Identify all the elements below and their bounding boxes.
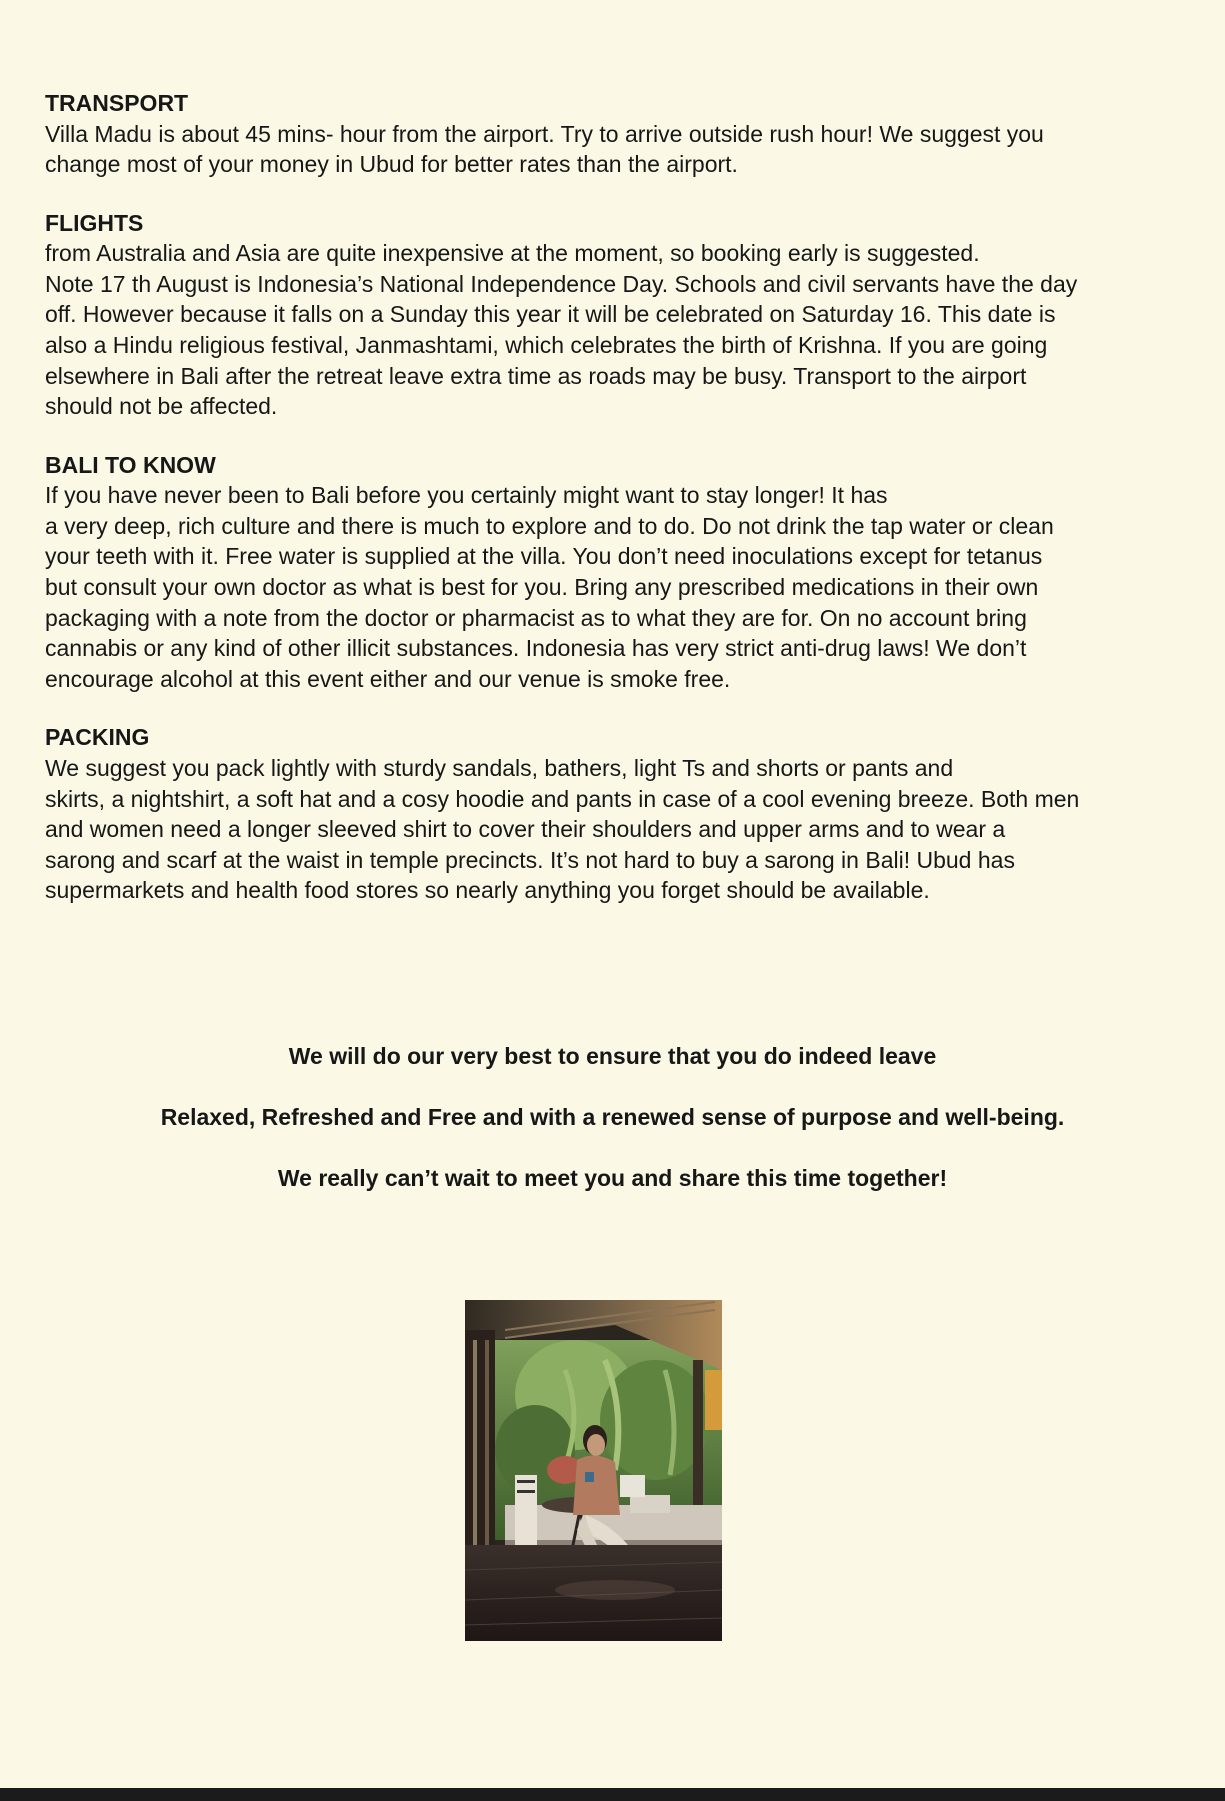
paragraph-line: skirts, a nightshirt, a soft hat and a cosy hoodie and pants in case of a cool evening breeze. Both men xyxy=(45,785,1080,812)
paragraph-line: sarong and scarf at the waist in temple precincts. It’s not hard to buy a sarong in Bali! Ubud has xyxy=(45,846,1015,873)
section-heading-flights: FLIGHTS xyxy=(45,209,144,236)
section-heading-bali-to-know: BALI TO KNOW xyxy=(45,451,216,478)
document-body xyxy=(45,88,1145,934)
closing-message xyxy=(0,1041,1225,1224)
closing-line: We really can’t wait to meet you and share this time together! xyxy=(277,1165,948,1191)
closing-line: We will do our very best to ensure that you do indeed leave xyxy=(288,1043,937,1069)
paragraph-line: If you have never been to Bali before you certainly might want to stay longer! It has xyxy=(45,482,888,509)
paragraph-line: change most of your money in Ubud for better rates than the airport. xyxy=(45,151,738,178)
paragraph-line: packaging with a note from the doctor or pharmacist as to what they are for. On no account bring xyxy=(45,604,1027,631)
paragraph-line: cannabis or any kind of other illicit substances. Indonesia has very strict anti-drug laws! We don’t xyxy=(45,635,1027,662)
paragraph-line: off. However because it falls on a Sunday this year it will be celebrated on Saturday 16. This date is xyxy=(45,301,1056,328)
section-flights xyxy=(45,208,1145,422)
paragraph-line: supermarkets and health food stores so nearly anything you forget should be available. xyxy=(45,877,930,904)
villa-veranda-photo-illustration xyxy=(465,1300,722,1641)
section-packing xyxy=(45,722,1145,905)
paragraph-line: from Australia and Asia are quite inexpensive at the moment, so booking early is suggested. xyxy=(45,240,980,267)
paragraph-line: encourage alcohol at this event either and our venue is smoke free. xyxy=(45,665,731,692)
section-bali-to-know xyxy=(45,450,1145,695)
section-heading-transport: TRANSPORT xyxy=(45,90,189,116)
villa-veranda-photo xyxy=(465,1300,722,1641)
paragraph-line: We suggest you pack lightly with sturdy sandals, bathers, light Ts and shorts or pants and xyxy=(45,754,954,781)
closing-line: Relaxed, Refreshed and Free and with a renewed sense of purpose and well-being. xyxy=(160,1104,1065,1130)
section-paragraph-bali-to-know xyxy=(45,480,1145,694)
paragraph-line: elsewhere in Bali after the retreat leave extra time as roads may be busy. Transport to the airport xyxy=(45,362,1027,389)
paragraph-line: your teeth with it. Free water is supplied at the villa. You don’t need inoculations except for tetanus xyxy=(45,543,1043,570)
paragraph-line: also a Hindu religious festival, Janmashtami, which celebrates the birth of Krishna. If you are going xyxy=(45,331,1048,358)
paragraph-line: Note 17 th August is Indonesia’s National Independence Day. Schools and civil servants have the day xyxy=(45,270,1078,297)
paragraph-line: a very deep, rich culture and there is much to explore and to do. Do not drink the tap water or clean xyxy=(45,512,1054,539)
section-paragraph-flights xyxy=(45,238,1145,422)
paragraph-line: Villa Madu is about 45 mins- hour from the airport. Try to arrive outside rush hour! We suggest you xyxy=(45,120,1044,147)
paragraph-line: should not be affected. xyxy=(45,393,278,420)
section-transport xyxy=(45,88,1145,180)
section-paragraph-transport xyxy=(45,119,1145,180)
paragraph-line: and women need a longer sleeved shirt to cover their shoulders and upper arms and to wear a xyxy=(45,816,1006,843)
section-paragraph-packing xyxy=(45,753,1145,906)
paragraph-line: but consult your own doctor as what is best for you. Bring any prescribed medications in their own xyxy=(45,574,1039,601)
bottom-bar xyxy=(0,1788,1225,1801)
section-heading-packing: PACKING xyxy=(45,724,150,751)
